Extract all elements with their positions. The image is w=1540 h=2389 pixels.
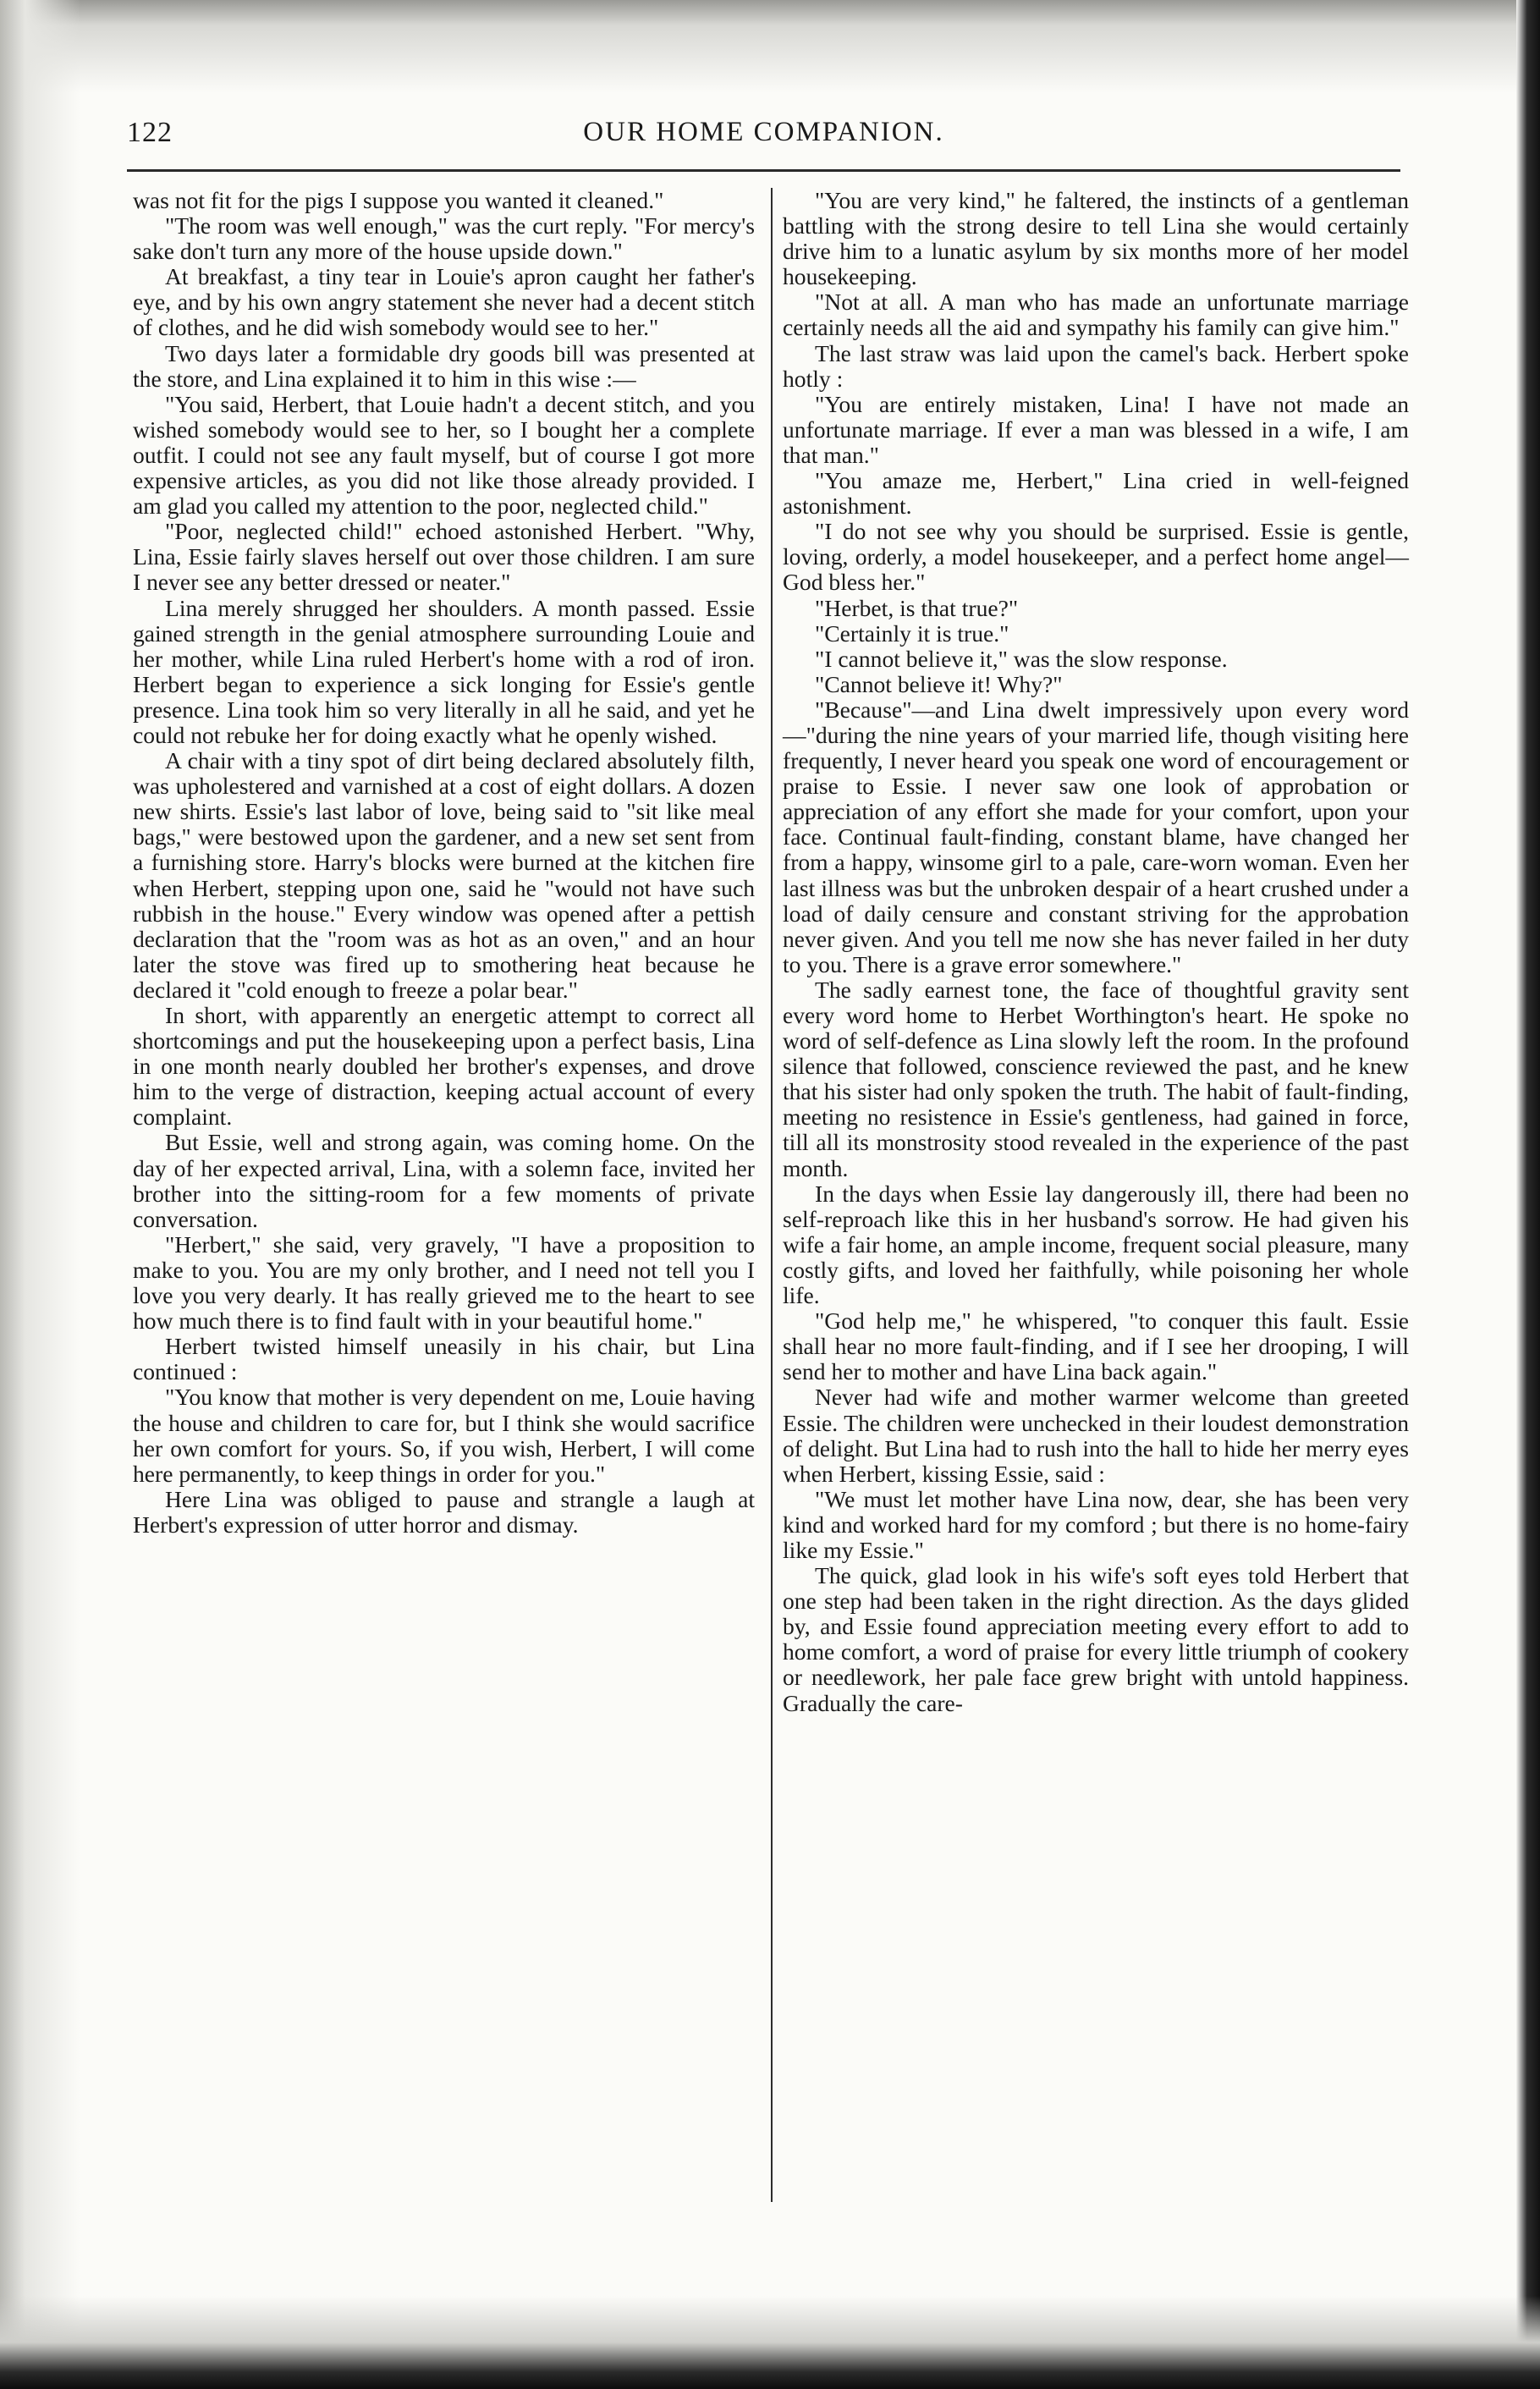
- column-divider: [771, 188, 773, 2202]
- paragraph: "God help me," he whispered, "to conquer this fault. Essie shall hear no more fault-finding, and if I see her drooping, I will send her to mother and have Lina back again.": [783, 1307, 1409, 1385]
- paragraph: The sadly earnest tone, the face of thoughtful gravity sent every word home to Herbet Worthington's heart. He spoke no word of self-defence as Lina slowly left the room. In the profound silence that followed, conscience reviewed the past, and he knew that his sister had only spoken the truth. The habit of fault-finding, meeting no resistence in Essie's gentleness, had gained in force, till all its monstrosity stood revealed in the experience of the past month.: [783, 976, 1409, 1181]
- paragraph: In short, with apparently an energetic attempt to correct all shortcomings and put the housekeeping upon a perfect basis, Lina in one month nearly doubled her brother's expenses, and drove him to the verge of distraction, keeping actual account of every complaint.: [133, 1002, 755, 1131]
- paragraph: "Certainly it is true.": [815, 619, 1009, 647]
- paragraph: "You are entirely mistaken, Lina! I have not made an unfortunate marriage. If ever a man was blessed in a wife, I am that man.": [783, 390, 1409, 468]
- paragraph: "I cannot believe it," was the slow response.: [815, 645, 1228, 672]
- scan-edge-right: [1516, 0, 1540, 2389]
- paragraph: "Not at all. A man who has made an unfortunate marriage certainly needs all the aid and sympathy his family can give him.": [783, 289, 1409, 341]
- paragraph: "You are very kind," he faltered, the instincts of a gentleman battling with the strong desire to tell Lina she would certainly drive him to a lunatic asylum by six months more of her model housekeeping.: [783, 187, 1409, 290]
- paragraph: Lina merely shrugged her shoulders. A month passed. Essie gained strength in the genial atmosphere surrounding Louie and her mother, while Lina ruled Herbert's home with a rod of iron. Herbert began to experience a sick longing for Essie's gentle presence. Lina took him so very literally in all he said, and yet he could not rebuke her for doing exactly what he openly wished.: [133, 594, 755, 748]
- scan-edge-bottom: [0, 2296, 1540, 2389]
- paragraph: The quick, glad look in his wife's soft eyes told Herbert that one step had been taken in the right direction. As the days glided by, and Essie found appreciation meeting every effort to add to home comfort, a word of praise for every little triumph of cookery or needlework, her pale face grew bright with untold happiness. Gradually the care-: [783, 1562, 1409, 1716]
- paragraph: "Cannot believe it! Why?": [815, 670, 1063, 697]
- header-rule: [127, 169, 1400, 172]
- paragraph: At breakfast, a tiny tear in Louie's apron caught her father's eye, and by his own angry statement she never had a decent stitch of clothes, and he did wish somebody would see to her.": [133, 263, 755, 341]
- right-column: [783, 188, 1409, 1716]
- scan-edge-left: [0, 0, 80, 2389]
- paragraph: But Essie, well and strong again, was coming home. On the day of her expected arrival, Lina, with a solemn face, invited her brother into the sitting-room for a few moments of private conversation.: [133, 1129, 755, 1232]
- paragraph: The last straw was laid upon the camel's back. Herbert spoke hotly :: [783, 339, 1409, 392]
- running-head: [127, 117, 1400, 159]
- paragraph: Two days later a formidable dry goods bill was presented at the store, and Lina explained it to him in this wise :—: [133, 339, 755, 392]
- paragraph: "Because"—and Lina dwelt impressively upon every word—"during the nine years of your married life, though visiting here frequently, I never heard you speak one word of encouragement or praise to Essie. I never saw one look of approbation or appreciation of any effort she made for your comfort, upon your face. Continual fault-finding, constant blame, have changed her from a happy, winsome girl to a pale, care-worn woman. Even her last illness was but the unbroken despair of a heart crushed under a load of daily censure and constant striving for the approbation never given. And you tell me now she has never failed in her duty to you. There is a grave error somewhere.": [783, 696, 1409, 977]
- paragraph: "You said, Herbert, that Louie hadn't a decent stitch, and you wished somebody would see to her, so I bought her a complete outfit. I could not see any fault myself, but of course I got more expensive articles, as you did not like those already provided. I am glad you called my attention to the poor, neglected child.": [133, 390, 755, 520]
- paragraph: Never had wife and mother warmer welcome than greeted Essie. The children were unchecked in their loudest demonstration of delight. But Lina had to rush into the hall to hide her merry eyes when Herbert, kissing Essie, said :: [783, 1384, 1409, 1487]
- paragraph: "Herbet, is that true?": [815, 594, 1019, 621]
- paragraph: In the days when Essie lay dangerously ill, there had been no self-reproach like this in her husband's sorrow. He had given his wife a fair home, an ample income, frequent social pleasure, many costly gifts, and loved her faithfully, while poisoning her whole life.: [783, 1180, 1409, 1309]
- paragraph: "I do not see why you should be surprised. Essie is gentle, loving, orderly, a model housekeeper, and a perfect home angel—God bless her.": [783, 518, 1409, 596]
- paragraph: A chair with a tiny spot of dirt being declared absolutely filth, was upholestered and varnished at a cost of eight dollars. A dozen new shirts. Essie's last labor of love, being said to "sit like meal bags," were bestowed upon the gardener, and a new set sent from a furnishing store. Harry's blocks were burned at the kitchen fire when Herbert, stepping upon one, said he "would not have such rubbish in the house." Every window was opened after a pettish declaration that the "room was as hot as an oven," and an hour later the stove was fired up to smothering heat because he declared it "cold enough to freeze a polar bear.": [133, 747, 755, 1003]
- paragraph: "You know that mother is very dependent on me, Louie having the house and children to care for, but I think she would sacrifice her own comfort for yours. So, if you wish, Herbert, I will come here permanently, to keep things in order for you.": [133, 1384, 755, 1487]
- paragraph: "Poor, neglected child!" echoed astonished Herbert. "Why, Lina, Essie fairly slaves herself out over those children. I am sure I never see any better dressed or neater.": [133, 518, 755, 596]
- journal-title: OUR HOME COMPANION.: [583, 117, 944, 147]
- paragraph: was not fit for the pigs I suppose you wanted it cleaned.": [133, 187, 664, 213]
- paragraph: "You amaze me, Herbert," Lina cried in well-feigned astonishment.: [783, 467, 1409, 520]
- paragraph: "Herbert," she said, very gravely, "I have a proposition to make to you. You are my only brother, and I need not tell you I love you very dearly. It has really grieved me to the heart to see how much there is to find fault with in your beautiful home.": [133, 1230, 755, 1335]
- paragraph: "We must let mother have Lina now, dear, she has been very kind and worked hard for my comford ; but there is no home-fairy like my Essie.": [783, 1485, 1409, 1563]
- page-number: 122: [127, 117, 173, 148]
- paragraph: Here Lina was obliged to pause and strangle a laugh at Herbert's expression of utter horror and dismay.: [133, 1485, 755, 1538]
- scan-edge-top: [0, 0, 1540, 93]
- left-column: [133, 188, 755, 1538]
- paragraph: Herbert twisted himself uneasily in his chair, but Lina continued :: [133, 1333, 755, 1385]
- paragraph: "The room was well enough," was the curt reply. "For mercy's sake don't turn any more of the house upside down.": [133, 212, 755, 265]
